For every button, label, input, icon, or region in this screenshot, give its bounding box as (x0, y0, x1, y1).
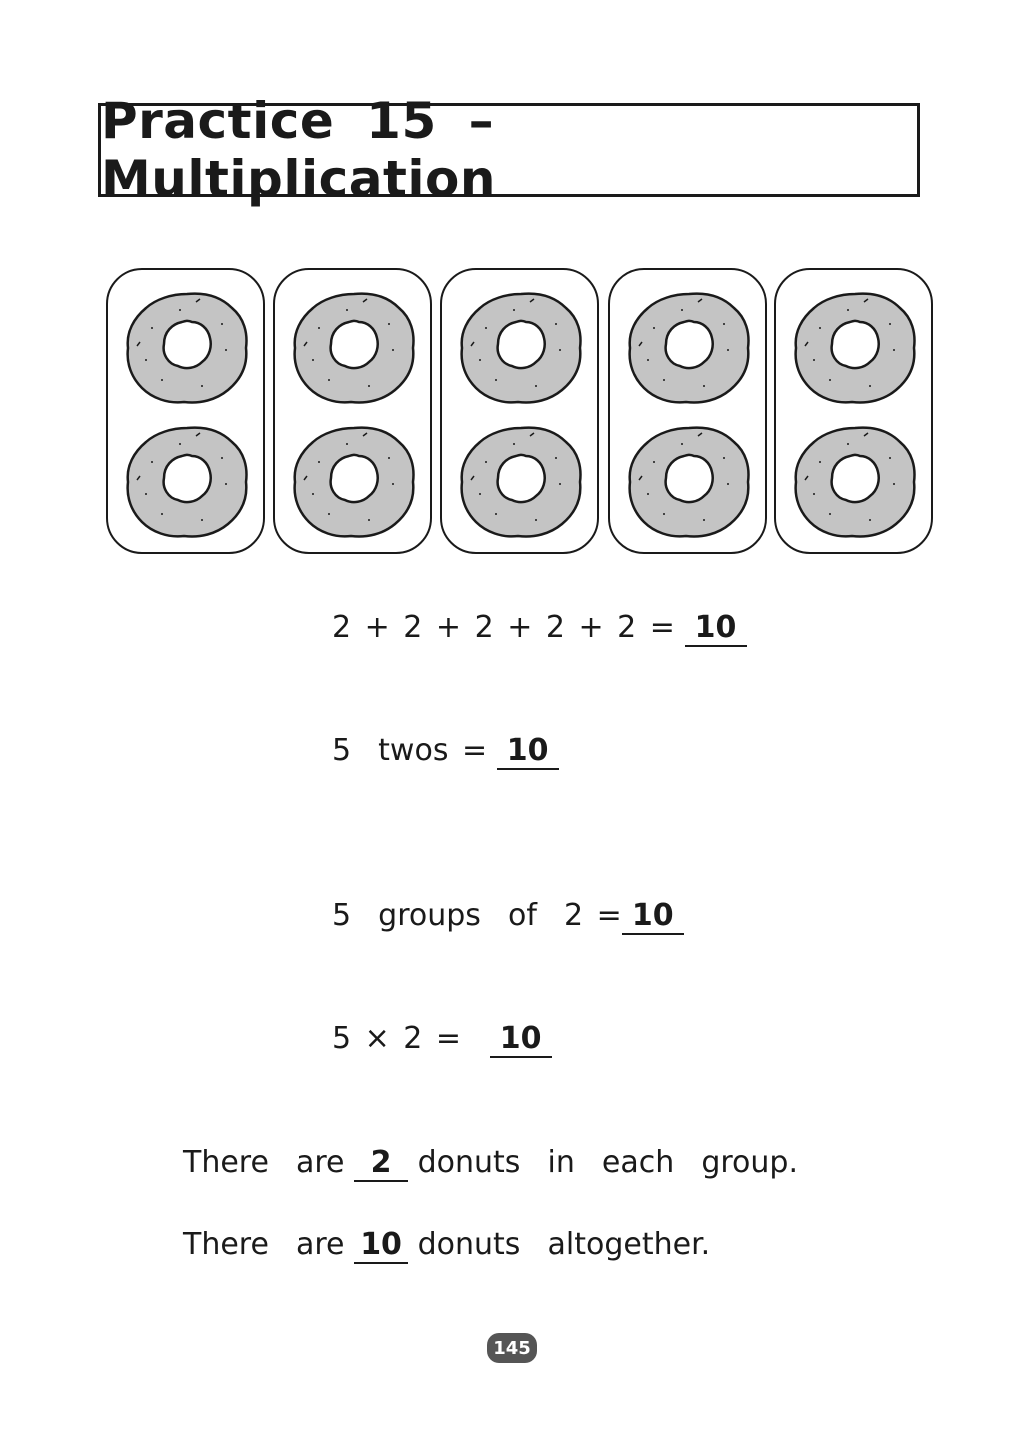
altogether-before: There are (183, 1227, 345, 1262)
groups-of-equation (332, 896, 684, 936)
donut-group-1 (106, 268, 265, 554)
groups-of-answer: 10 (622, 899, 684, 935)
twos-equation (332, 731, 559, 771)
each-group-before: There are (183, 1145, 345, 1180)
twos-expression: 5 twos = (332, 733, 488, 768)
donut-icon (289, 422, 419, 542)
page-number-badge: 145 (487, 1333, 537, 1363)
donut-icon (456, 288, 586, 408)
altogether-sentence (183, 1225, 710, 1265)
donut-icon (624, 288, 754, 408)
multiplication-answer: 10 (490, 1022, 552, 1058)
donut-group-5 (774, 268, 933, 554)
repeated-addition-expression: 2 + 2 + 2 + 2 + 2 = (332, 610, 675, 645)
altogether-after: donuts altogether. (417, 1227, 711, 1262)
altogether-answer: 10 (354, 1228, 408, 1264)
donut-groups (106, 268, 934, 556)
multiplication-expression: 5 × 2 = (332, 1021, 462, 1056)
donut-icon (790, 288, 920, 408)
donut-icon (624, 422, 754, 542)
donut-icon (456, 422, 586, 542)
donut-icon (289, 288, 419, 408)
twos-answer: 10 (497, 734, 559, 770)
donut-icon (122, 422, 252, 542)
donut-icon (790, 422, 920, 542)
each-group-answer: 2 (354, 1146, 408, 1182)
groups-of-expression: 5 groups of 2 = (332, 898, 622, 933)
donut-group-3 (440, 268, 599, 554)
page-title: Practice 15 – Multiplication (101, 92, 496, 208)
donut-group-4 (608, 268, 767, 554)
multiplication-equation (332, 1019, 552, 1059)
each-group-after: donuts in each group. (417, 1145, 799, 1180)
repeated-addition-answer: 10 (685, 611, 747, 647)
each-group-sentence (183, 1143, 798, 1183)
title-box (98, 92, 920, 208)
donut-icon (122, 288, 252, 408)
repeated-addition-equation (332, 608, 747, 648)
donut-group-2 (273, 268, 432, 554)
